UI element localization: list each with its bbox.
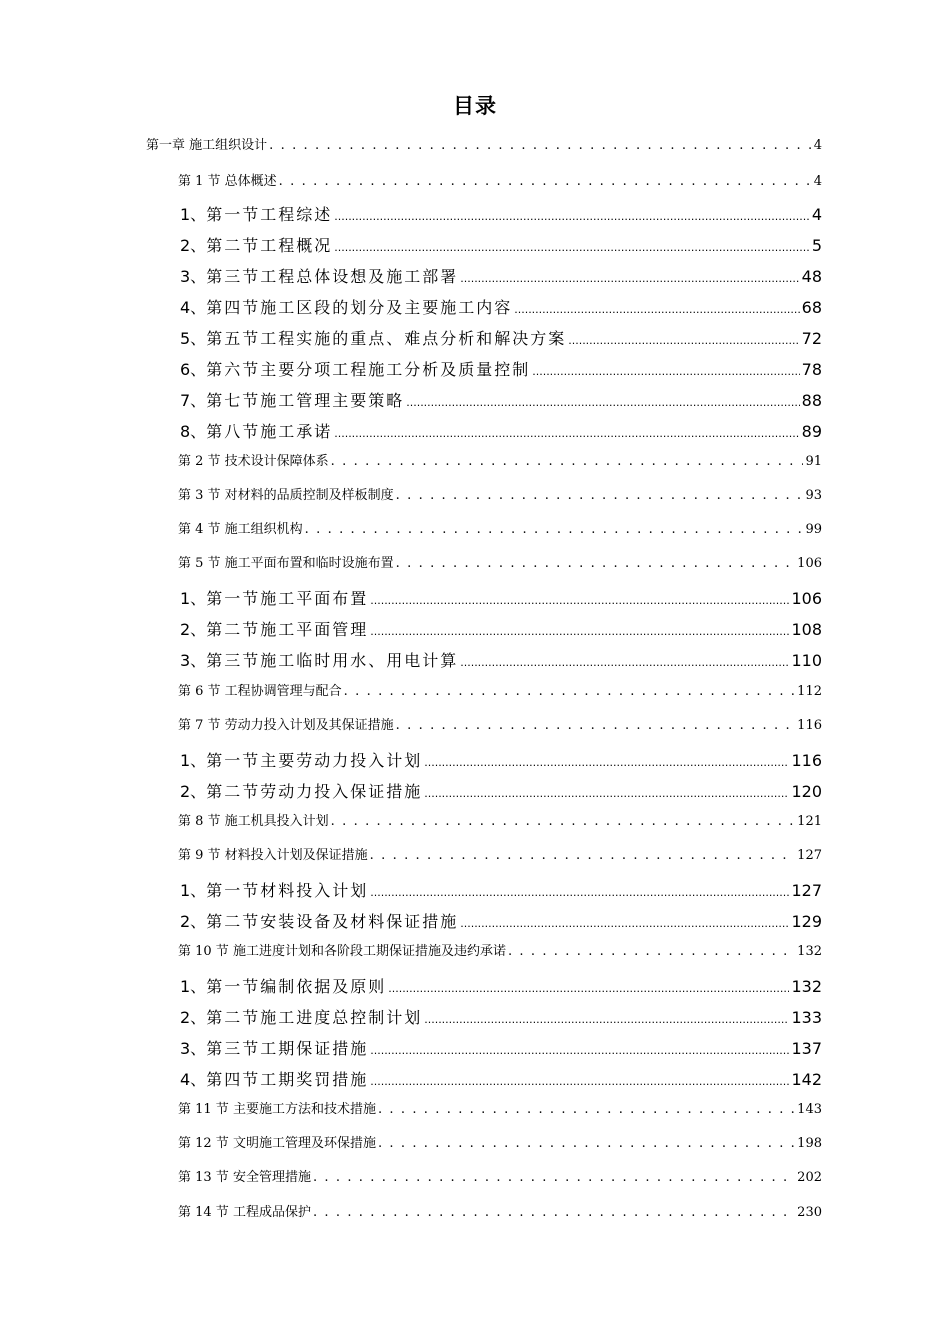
toc-leader-dots — [370, 1070, 789, 1089]
toc-entry-title: 第四节施工区段的划分及主要施工内容 — [206, 298, 513, 317]
toc-entry-title: 第一节编制依据及原则 — [206, 977, 387, 996]
toc-entry-title: 第 1 节 总体概述 — [178, 174, 277, 189]
toc-leader-dots — [269, 138, 812, 153]
toc-entry[interactable] — [178, 714, 822, 733]
toc-entry-page: 121 — [797, 814, 822, 829]
toc-entry-number: 2、 — [180, 1008, 207, 1027]
toc-entry-title: 第一节工程综述 — [206, 205, 333, 224]
toc-entry-number: 6、 — [180, 360, 207, 379]
toc-leader-dots — [460, 912, 789, 931]
toc-entry-title: 第 8 节 施工机具投入计划 — [178, 814, 329, 829]
toc-entry-page: 132 — [797, 944, 822, 959]
toc-entry[interactable] — [180, 586, 822, 609]
toc-entry[interactable] — [178, 1132, 822, 1151]
toc-entry[interactable] — [178, 680, 822, 699]
toc-entry-title: 第一章 施工组织设计 — [146, 138, 268, 153]
toc-entry[interactable] — [180, 1067, 822, 1090]
toc-entry-page: 72 — [801, 329, 822, 348]
toc-leader-dots — [406, 391, 799, 410]
toc-entry[interactable] — [180, 264, 822, 287]
toc-entry[interactable] — [180, 648, 822, 671]
toc-entry-title: 第二节工程概况 — [206, 236, 333, 255]
toc-entry[interactable] — [180, 233, 822, 256]
toc-entry-page: 4 — [811, 205, 822, 224]
toc-entry[interactable] — [178, 810, 822, 829]
toc-entry[interactable] — [146, 134, 822, 153]
toc-entry-number: 1、 — [180, 881, 207, 900]
toc-leader-dots — [424, 782, 789, 801]
toc-entry[interactable] — [178, 1166, 822, 1185]
toc-leader-dots — [396, 718, 796, 733]
toc-entry-page: 91 — [805, 454, 822, 469]
toc-entry-page: 120 — [791, 782, 822, 801]
toc-entry-page: 142 — [791, 1070, 822, 1089]
toc-leader-dots — [279, 174, 812, 189]
toc-leader-dots — [396, 488, 804, 503]
toc-leader-dots — [370, 848, 796, 863]
toc-entry-number: 3、 — [180, 1039, 207, 1058]
toc-entry-number: 3、 — [180, 651, 207, 670]
toc-entry-title: 第 7 节 劳动力投入计划及其保证措施 — [178, 718, 394, 733]
toc-entry-page: 99 — [805, 522, 822, 537]
toc-leader-dots — [388, 977, 789, 996]
toc-entry-page: 202 — [797, 1170, 822, 1185]
toc-entry-number: 1、 — [180, 977, 207, 996]
toc-entry-page: 88 — [801, 391, 822, 410]
toc-entry-page: 133 — [791, 1008, 822, 1027]
page-title: 目录 — [453, 94, 497, 118]
toc-entry-number: 2、 — [180, 782, 207, 801]
toc-entry-title: 第一节施工平面布置 — [206, 589, 369, 608]
toc-entry[interactable] — [178, 1201, 822, 1220]
toc-entry[interactable] — [180, 388, 822, 411]
toc-entry-title: 第 4 节 施工组织机构 — [178, 522, 303, 537]
toc-entry[interactable] — [178, 940, 822, 959]
toc-entry[interactable] — [180, 779, 822, 802]
toc-entry-number: 4、 — [180, 1070, 207, 1089]
toc-leader-dots — [344, 684, 796, 699]
toc-entry-title: 第 14 节 工程成品保护 — [178, 1205, 311, 1220]
toc-entry-number: 4、 — [180, 298, 207, 317]
toc-leader-dots — [460, 267, 799, 286]
toc-leader-dots — [508, 944, 795, 959]
toc-entry-title: 第二节施工平面管理 — [206, 620, 369, 639]
toc-entry[interactable] — [178, 1098, 822, 1117]
toc-entry[interactable] — [180, 1036, 822, 1059]
toc-entry-title: 第 10 节 施工进度计划和各阶段工期保证措施及违约承诺 — [178, 944, 506, 959]
toc-leader-dots — [313, 1170, 795, 1185]
toc-leader-dots — [396, 556, 796, 571]
toc-entry-page: 4 — [813, 138, 822, 153]
toc-entry-number: 1、 — [180, 751, 207, 770]
toc-entry-title: 第一节材料投入计划 — [206, 881, 369, 900]
toc-entry[interactable] — [178, 844, 822, 863]
toc-leader-dots — [334, 422, 799, 441]
toc-entry-number: 8、 — [180, 422, 207, 441]
toc-leader-dots — [532, 360, 799, 379]
toc-leader-dots — [334, 205, 810, 224]
toc-leader-dots — [370, 1039, 789, 1058]
toc-entry-page: 110 — [791, 651, 822, 670]
toc-entry[interactable] — [180, 974, 822, 997]
toc-entry-page: 106 — [791, 589, 822, 608]
toc-leader-dots — [370, 881, 789, 900]
toc-entry-title: 第二节劳动力投入保证措施 — [206, 782, 423, 801]
toc-entry-title: 第 3 节 对材料的品质控制及样板制度 — [178, 488, 394, 503]
toc-entry-page: 5 — [811, 236, 822, 255]
toc-leader-dots — [514, 298, 799, 317]
toc-entry[interactable] — [180, 202, 822, 225]
toc-entry-title: 第二节安装设备及材料保证措施 — [206, 912, 459, 931]
toc-entry[interactable] — [180, 419, 822, 442]
toc-entry-title: 第 9 节 材料投入计划及保证措施 — [178, 848, 368, 863]
toc-entry-title: 第 6 节 工程协调管理与配合 — [178, 684, 342, 699]
toc-entry-number: 1、 — [180, 205, 207, 224]
toc-entry-page: 127 — [791, 881, 822, 900]
toc-entry-page: 78 — [801, 360, 822, 379]
toc-entry-number: 2、 — [180, 236, 207, 255]
toc-entry-number: 2、 — [180, 620, 207, 639]
toc-leader-dots — [334, 236, 810, 255]
toc-leader-dots — [378, 1136, 795, 1151]
toc-entry[interactable] — [180, 357, 822, 380]
toc-entry-page: 108 — [791, 620, 822, 639]
toc-entry[interactable] — [178, 484, 822, 503]
toc-leader-dots — [305, 522, 804, 537]
toc-entry-title: 第五节工程实施的重点、难点分析和解决方案 — [206, 329, 567, 348]
toc-entry-page: 116 — [791, 751, 822, 770]
toc-entry-title: 第八节施工承诺 — [206, 422, 333, 441]
toc-leader-dots — [331, 814, 796, 829]
toc-entry-number: 7、 — [180, 391, 207, 410]
toc-entry-page: 143 — [797, 1102, 822, 1117]
toc-leader-dots — [370, 620, 789, 639]
toc-entry-page: 93 — [805, 488, 822, 503]
toc-entry-title: 第 5 节 施工平面布置和临时设施布置 — [178, 556, 394, 571]
toc-entry-title: 第 13 节 安全管理措施 — [178, 1170, 311, 1185]
toc-leader-dots — [378, 1102, 795, 1117]
toc-entry[interactable] — [178, 552, 822, 571]
toc-entry-page: 116 — [797, 718, 822, 733]
toc-entry-page: 68 — [801, 298, 822, 317]
toc-entry-page: 230 — [797, 1205, 822, 1220]
toc-entry-title: 第 11 节 主要施工方法和技术措施 — [178, 1102, 376, 1117]
toc-entry-page: 106 — [797, 556, 822, 571]
toc-entry-page: 132 — [791, 977, 822, 996]
toc-entry-number: 5、 — [180, 329, 207, 348]
toc-leader-dots — [370, 589, 789, 608]
toc-entry-title: 第 12 节 文明施工管理及环保措施 — [178, 1136, 376, 1151]
toc-entry-title: 第四节工期奖罚措施 — [206, 1070, 369, 1089]
toc-entry-title: 第三节工期保证措施 — [206, 1039, 369, 1058]
toc-entry-page: 127 — [797, 848, 822, 863]
toc-entry-title: 第一节主要劳动力投入计划 — [206, 751, 423, 770]
toc-leader-dots — [424, 1008, 789, 1027]
toc-entry-title: 第三节施工临时用水、用电计算 — [206, 651, 459, 670]
toc-entry-page: 112 — [797, 684, 822, 699]
toc-leader-dots — [460, 651, 789, 670]
toc-entry-number: 3、 — [180, 267, 207, 286]
toc-entry[interactable] — [178, 450, 822, 469]
toc-entry[interactable] — [180, 295, 822, 318]
toc-entry-title: 第二节施工进度总控制计划 — [206, 1008, 423, 1027]
toc-entry[interactable] — [180, 909, 822, 932]
toc-entry-page: 89 — [801, 422, 822, 441]
toc-entry[interactable] — [180, 878, 822, 901]
toc-entry[interactable] — [180, 617, 822, 640]
toc-entry[interactable] — [178, 518, 822, 537]
toc-entry-title: 第七节施工管理主要策略 — [206, 391, 405, 410]
toc-entry-page: 129 — [791, 912, 822, 931]
toc-leader-dots — [331, 454, 804, 469]
toc-entry-page: 48 — [801, 267, 822, 286]
toc-entry-page: 198 — [797, 1136, 822, 1151]
toc-entry-title: 第三节工程总体设想及施工部署 — [206, 267, 459, 286]
toc-leader-dots — [313, 1205, 795, 1220]
toc-entry-page: 4 — [813, 174, 822, 189]
toc-entry[interactable] — [180, 326, 822, 349]
toc-entry-title: 第 2 节 技术设计保障体系 — [178, 454, 329, 469]
toc-leader-dots — [424, 751, 789, 770]
toc-entry[interactable] — [180, 1005, 822, 1028]
toc-entry-page: 137 — [791, 1039, 822, 1058]
toc-leader-dots — [568, 329, 799, 348]
toc-entry[interactable] — [178, 170, 822, 189]
toc-entry-title: 第六节主要分项工程施工分析及质量控制 — [206, 360, 531, 379]
toc-entry-number: 1、 — [180, 589, 207, 608]
toc-entry[interactable] — [180, 748, 822, 771]
toc-entry-number: 2、 — [180, 912, 207, 931]
